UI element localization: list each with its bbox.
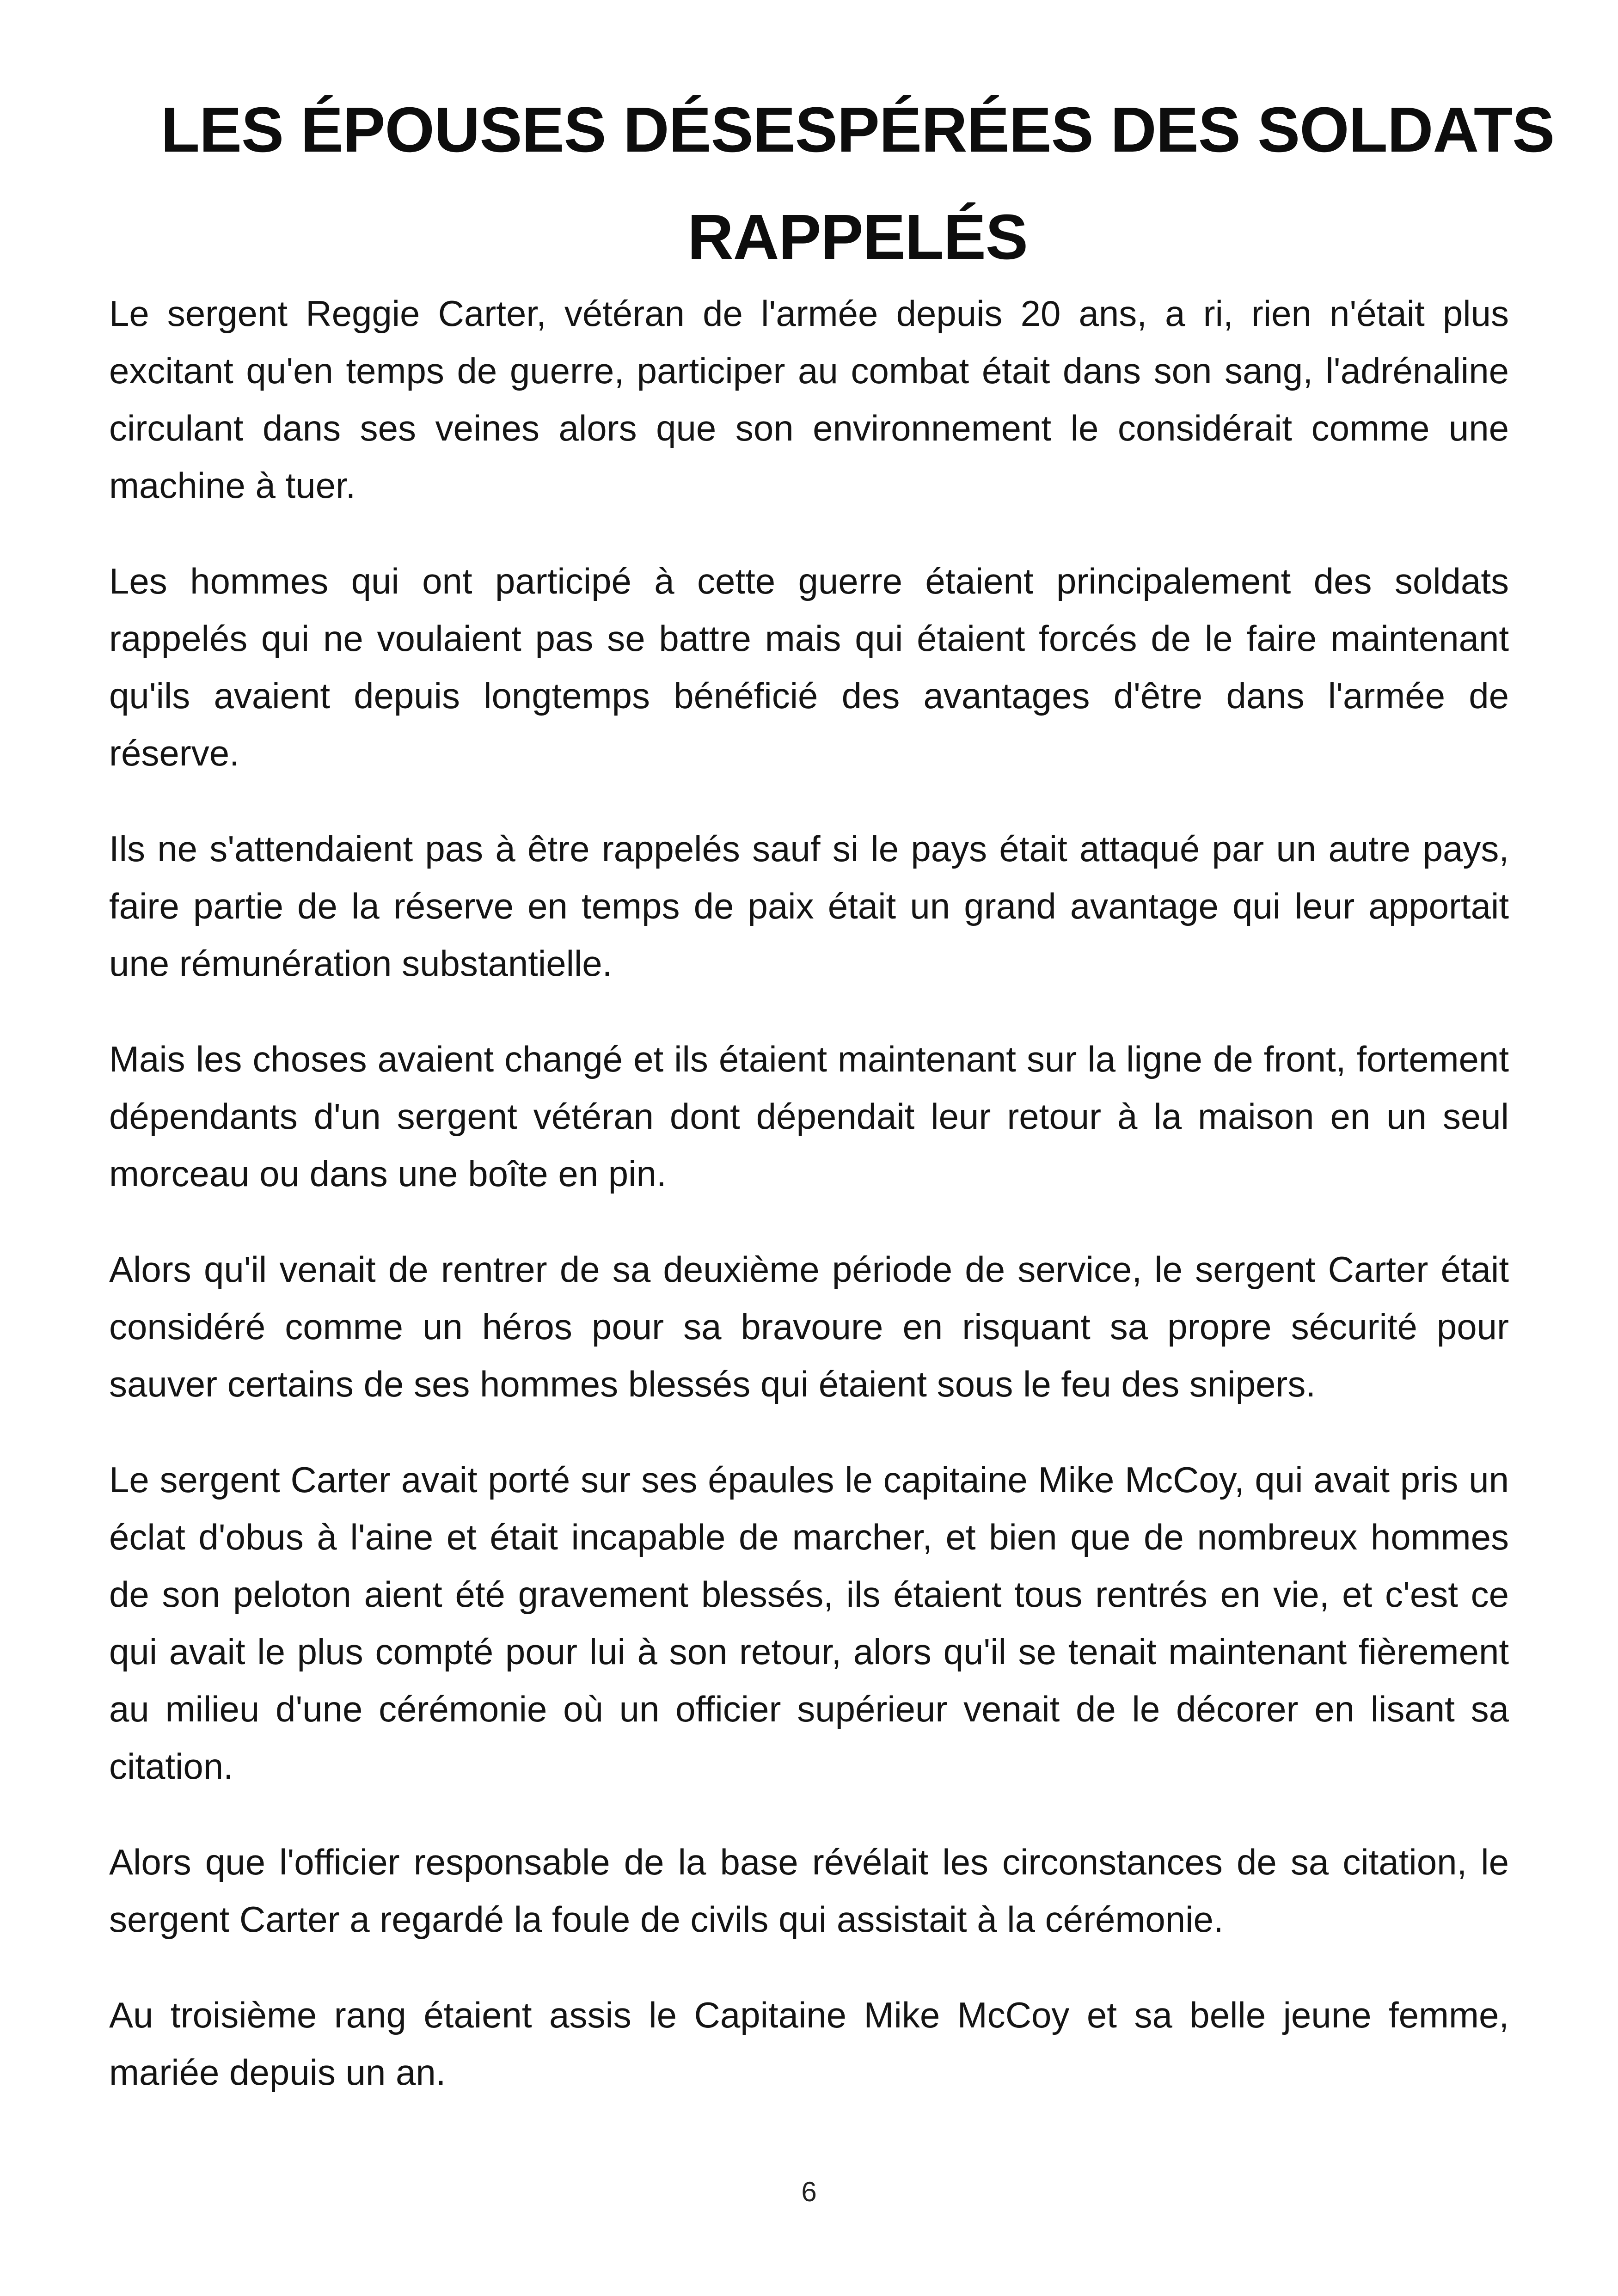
paragraph: Mais les choses avaient changé et ils étaient maintenant sur la ligne de front, fortement dépendants d'un sergent vétéran dont dépendait leur retour à la maison en un seul morceau ou dans une boîte en pin. bbox=[109, 1039, 1509, 1194]
paragraph: Ils ne s'attendaient pas à être rappelés sauf si le pays était attaqué par un autre pays, faire partie de la réserve en temps de paix était un grand avantage qui leur apportait une rémunération substantielle. bbox=[109, 828, 1509, 984]
document-body bbox=[109, 285, 1509, 2139]
paragraph: Les hommes qui ont participé à cette guerre étaient principalement des soldats rappelés qui ne voulaient pas se battre mais qui étaient forcés de le faire maintenant qu'ils avaient depuis longtemps bénéficié des avantages d'être dans l'armée de réserve. bbox=[109, 561, 1509, 773]
paragraph: Le sergent Reggie Carter, vétéran de l'armée depuis 20 ans, a ri, rien n'était plus excitant qu'en temps de guerre, participer au combat était dans son sang, l'adrénaline circulant dans ses veines alors que son environnement le considérait comme une machine à tuer. bbox=[109, 293, 1509, 506]
document-title: LES ÉPOUSES DÉSESPÉRÉES DES SOLDATS RAPPELÉS bbox=[160, 94, 1555, 273]
paragraph: Le sergent Carter avait porté sur ses épaules le capitaine Mike McCoy, qui avait pris un éclat d'obus à l'aine et était incapable de marcher, et bien que de nombreux hommes de son peloton aient été gravement blessés, ils étaient tous rentrés en vie, et c'est ce qui avait le plus compté pour lui à son retour, alors qu'il se tenait maintenant fièrement au milieu d'une cérémonie où un officier supérieur venait de le décorer en lisant sa citation. bbox=[109, 1459, 1509, 1787]
page-number: 6 bbox=[801, 2176, 817, 2207]
paragraph: Alors qu'il venait de rentrer de sa deuxième période de service, le sergent Carter était considéré comme un héros pour sa bravoure en risquant sa propre sécurité pour sauver certains de ses hommes blessés qui étaient sous le feu des snipers. bbox=[109, 1249, 1509, 1404]
paragraph: Alors que l'officier responsable de la base révélait les circonstances de sa citation, le sergent Carter a regardé la foule de civils qui assistait à la cérémonie. bbox=[109, 1842, 1509, 1940]
paragraph: Au troisième rang étaient assis le Capitaine Mike McCoy et sa belle jeune femme, mariée depuis un an. bbox=[109, 1995, 1509, 2093]
